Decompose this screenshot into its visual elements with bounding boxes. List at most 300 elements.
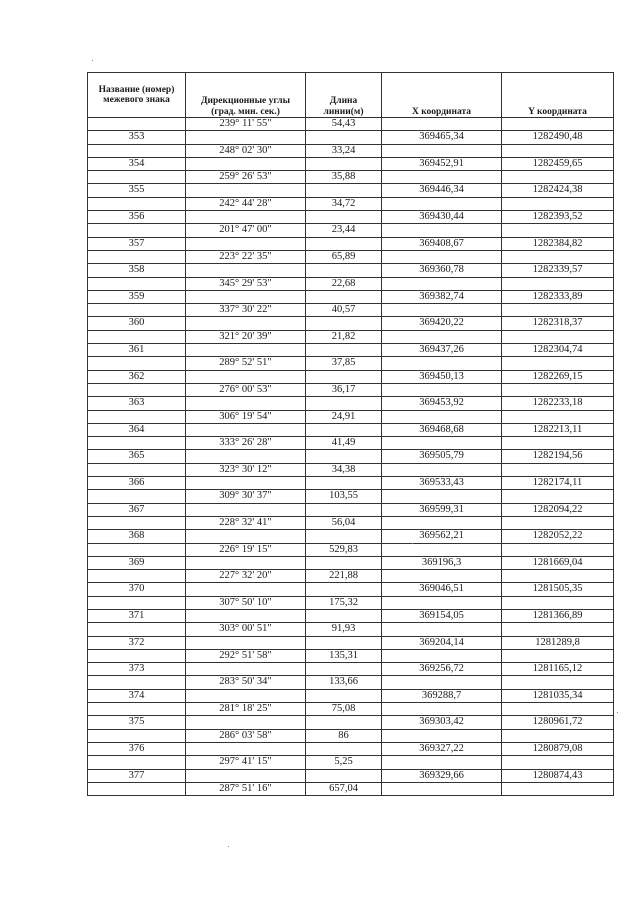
empty-cell [306,716,382,729]
point-row [88,157,614,170]
mark-name: 368 [88,530,186,543]
x-coordinate: 369452,91 [382,157,502,170]
empty-cell [88,197,186,210]
empty-cell [186,157,306,170]
line-length: 133,66 [306,676,382,689]
point-row [88,583,614,596]
empty-cell [186,264,306,277]
empty-cell [502,304,614,317]
mark-name: 376 [88,742,186,755]
mark-name: 363 [88,397,186,410]
empty-cell [306,184,382,197]
segment-row [88,224,614,237]
mark-name: 355 [88,184,186,197]
empty-cell [502,224,614,237]
empty-cell [88,410,186,423]
empty-cell [382,570,502,583]
segment-row [88,623,614,636]
x-coordinate: 369437,26 [382,344,502,357]
empty-cell [502,383,614,396]
empty-cell [186,477,306,490]
line-length: 86 [306,729,382,742]
x-coordinate: 369329,66 [382,769,502,782]
empty-cell [306,583,382,596]
line-length: 34,72 [306,197,382,210]
empty-cell [88,756,186,769]
empty-cell [502,570,614,583]
direction-angle: 309° 30' 37" [186,490,306,503]
y-coordinate: 1282174,11 [502,477,614,490]
y-coordinate: 1282393,52 [502,211,614,224]
direction-angle: 306° 19' 54" [186,410,306,423]
point-row [88,769,614,782]
empty-cell [88,596,186,609]
empty-cell [88,224,186,237]
empty-cell [382,437,502,450]
empty-cell [382,383,502,396]
segment-row [88,490,614,503]
empty-cell [306,742,382,755]
line-length: 529,83 [306,543,382,556]
point-row [88,609,614,622]
empty-cell [186,397,306,410]
direction-angle: 323° 30' 12" [186,463,306,476]
header-direction-angle: Дирекционные углы (град. мин. сек.) [186,73,306,118]
empty-cell [502,437,614,450]
direction-angle: 239° 11' 55" [186,118,306,131]
header-mark-name: Название (номер) межевого знака [88,73,186,118]
empty-cell [88,729,186,742]
boundary-marks-table [87,72,614,796]
empty-cell [382,277,502,290]
empty-cell [382,490,502,503]
y-coordinate: 1282094,22 [502,503,614,516]
mark-name: 359 [88,290,186,303]
empty-cell [306,397,382,410]
empty-cell [88,277,186,290]
empty-cell [88,490,186,503]
empty-cell [88,171,186,184]
empty-cell [88,330,186,343]
empty-cell [382,543,502,556]
empty-cell [186,503,306,516]
empty-cell [502,543,614,556]
point-row [88,264,614,277]
point-row [88,423,614,436]
y-coordinate: 1282424,38 [502,184,614,197]
empty-cell [382,357,502,370]
empty-cell [382,304,502,317]
empty-cell [186,211,306,224]
point-row [88,556,614,569]
empty-cell [88,383,186,396]
x-coordinate: 369599,31 [382,503,502,516]
point-row [88,477,614,490]
y-coordinate: 1280874,43 [502,769,614,782]
x-coordinate: 369453,92 [382,397,502,410]
x-coordinate: 369465,34 [382,131,502,144]
empty-cell [186,556,306,569]
empty-cell [186,344,306,357]
line-length: 33,24 [306,144,382,157]
line-length: 91,93 [306,623,382,636]
empty-cell [88,703,186,716]
empty-cell [306,237,382,250]
empty-cell [88,437,186,450]
line-length: 41,49 [306,437,382,450]
empty-cell [88,676,186,689]
empty-cell [502,649,614,662]
empty-cell [306,530,382,543]
line-length: 54,43 [306,118,382,131]
line-length: 657,04 [306,782,382,795]
mark-name: 364 [88,423,186,436]
segment-row [88,703,614,716]
empty-cell [88,144,186,157]
empty-cell [502,357,614,370]
line-length: 135,31 [306,649,382,662]
x-coordinate: 369288,7 [382,689,502,702]
empty-cell [502,330,614,343]
line-length: 75,08 [306,703,382,716]
empty-cell [382,250,502,263]
line-length: 35,88 [306,171,382,184]
empty-cell [88,304,186,317]
mark-name: 354 [88,157,186,170]
empty-cell [382,330,502,343]
direction-angle: 281° 18' 25" [186,703,306,716]
empty-cell [502,490,614,503]
empty-cell [502,782,614,795]
line-length: 103,55 [306,490,382,503]
direction-angle: 303° 00' 51" [186,623,306,636]
empty-cell [306,290,382,303]
empty-cell [306,556,382,569]
line-length: 23,44 [306,224,382,237]
direction-angle: 228° 32' 41" [186,516,306,529]
segment-row [88,330,614,343]
x-coordinate: 369046,51 [382,583,502,596]
y-coordinate: 1282333,89 [502,290,614,303]
point-row [88,131,614,144]
segment-row [88,383,614,396]
empty-cell [502,171,614,184]
empty-cell [502,703,614,716]
y-coordinate: 1282213,11 [502,423,614,436]
direction-angle: 286° 03' 58" [186,729,306,742]
point-row [88,344,614,357]
empty-cell [382,463,502,476]
x-coordinate: 369382,74 [382,290,502,303]
segment-row [88,437,614,450]
empty-cell [382,782,502,795]
empty-cell [502,676,614,689]
empty-cell [306,370,382,383]
empty-cell [88,463,186,476]
empty-cell [186,184,306,197]
empty-cell [186,530,306,543]
mark-name: 370 [88,583,186,596]
direction-angle: 226° 19' 15" [186,543,306,556]
x-coordinate: 369430,44 [382,211,502,224]
x-coordinate: 369327,22 [382,742,502,755]
segment-row [88,277,614,290]
empty-cell [382,703,502,716]
empty-cell [306,689,382,702]
point-row [88,663,614,676]
empty-cell [306,211,382,224]
x-coordinate: 369562,21 [382,530,502,543]
line-length: 221,88 [306,570,382,583]
direction-angle: 283° 50' 34" [186,676,306,689]
y-coordinate: 1282339,57 [502,264,614,277]
segment-row [88,570,614,583]
empty-cell [382,224,502,237]
line-length: 175,32 [306,596,382,609]
empty-cell [306,131,382,144]
mark-name: 374 [88,689,186,702]
mark-name: 362 [88,370,186,383]
empty-cell [88,250,186,263]
mark-name: 353 [88,131,186,144]
mark-name: 366 [88,477,186,490]
empty-cell [186,290,306,303]
mark-name: 361 [88,344,186,357]
y-coordinate: 1280879,08 [502,742,614,755]
point-row [88,184,614,197]
empty-cell [186,689,306,702]
line-length: 40,57 [306,304,382,317]
segment-row [88,676,614,689]
y-coordinate: 1281366,89 [502,609,614,622]
empty-cell [382,623,502,636]
empty-cell [186,609,306,622]
mark-name: 358 [88,264,186,277]
segment-row [88,410,614,423]
line-length: 65,89 [306,250,382,263]
y-coordinate: 1281165,12 [502,663,614,676]
empty-cell [502,729,614,742]
empty-cell [502,463,614,476]
empty-cell [502,516,614,529]
mark-name: 360 [88,317,186,330]
line-length: 22,68 [306,277,382,290]
y-coordinate: 1282194,56 [502,450,614,463]
point-row [88,636,614,649]
y-coordinate: 1282384,82 [502,237,614,250]
empty-cell [502,596,614,609]
point-row [88,716,614,729]
segment-row [88,516,614,529]
empty-cell [306,769,382,782]
empty-cell [88,623,186,636]
direction-angle: 307° 50' 10" [186,596,306,609]
empty-cell [382,596,502,609]
x-coordinate: 369450,13 [382,370,502,383]
direction-angle: 287° 51' 16" [186,782,306,795]
empty-cell [306,423,382,436]
header-row [88,73,614,118]
empty-cell [186,370,306,383]
direction-angle: 201° 47' 00" [186,224,306,237]
empty-cell [502,756,614,769]
x-coordinate: 369303,42 [382,716,502,729]
x-coordinate: 369420,22 [382,317,502,330]
point-row [88,211,614,224]
y-coordinate: 1282052,22 [502,530,614,543]
empty-cell [382,410,502,423]
empty-cell [382,729,502,742]
empty-cell [382,516,502,529]
empty-cell [502,410,614,423]
mark-name: 365 [88,450,186,463]
empty-cell [502,144,614,157]
segment-row [88,782,614,795]
line-length: 36,17 [306,383,382,396]
point-row [88,689,614,702]
x-coordinate: 369446,34 [382,184,502,197]
segment-row [88,304,614,317]
empty-cell [382,144,502,157]
empty-cell [186,237,306,250]
point-row [88,503,614,516]
direction-angle: 297° 41' 15" [186,756,306,769]
line-length: 37,85 [306,357,382,370]
direction-angle: 337° 30' 22" [186,304,306,317]
point-row [88,450,614,463]
header-y-coordinate: Y координата [502,73,614,118]
empty-cell [88,782,186,795]
empty-cell [382,649,502,662]
empty-cell [88,516,186,529]
segment-row [88,144,614,157]
point-row [88,370,614,383]
direction-angle: 248° 02' 30" [186,144,306,157]
x-coordinate: 369533,43 [382,477,502,490]
segment-row [88,250,614,263]
y-coordinate: 1282318,37 [502,317,614,330]
segment-row [88,596,614,609]
mark-name: 369 [88,556,186,569]
y-coordinate: 1281035,34 [502,689,614,702]
empty-cell [88,570,186,583]
scan-speck [412,543,413,544]
x-coordinate: 369204,14 [382,636,502,649]
segment-row [88,756,614,769]
y-coordinate: 1282490,48 [502,131,614,144]
line-length: 24,91 [306,410,382,423]
empty-cell [382,197,502,210]
segment-row [88,649,614,662]
mark-name: 375 [88,716,186,729]
empty-cell [306,157,382,170]
y-coordinate: 1281669,04 [502,556,614,569]
y-coordinate: 1282459,65 [502,157,614,170]
mark-name: 377 [88,769,186,782]
empty-cell [382,118,502,131]
empty-cell [502,197,614,210]
empty-cell [502,250,614,263]
empty-cell [186,317,306,330]
empty-cell [306,450,382,463]
direction-angle: 333° 26' 28" [186,437,306,450]
direction-angle: 289° 52' 51" [186,357,306,370]
segment-row [88,357,614,370]
scan-speck [92,60,93,61]
empty-cell [382,171,502,184]
empty-cell [306,636,382,649]
empty-cell [186,131,306,144]
empty-cell [502,118,614,131]
direction-angle: 242° 44' 28" [186,197,306,210]
empty-cell [186,663,306,676]
empty-cell [502,623,614,636]
point-row [88,237,614,250]
mark-name: 357 [88,237,186,250]
empty-cell [382,756,502,769]
x-coordinate: 369408,67 [382,237,502,250]
empty-cell [88,357,186,370]
x-coordinate: 369196,3 [382,556,502,569]
y-coordinate: 1282304,74 [502,344,614,357]
y-coordinate: 1280961,72 [502,716,614,729]
x-coordinate: 369468,68 [382,423,502,436]
x-coordinate: 369154,05 [382,609,502,622]
empty-cell [306,503,382,516]
mark-name: 372 [88,636,186,649]
table-body [88,118,614,796]
x-coordinate: 369256,72 [382,663,502,676]
empty-cell [306,317,382,330]
empty-cell [306,344,382,357]
line-length: 34,38 [306,463,382,476]
mark-name: 356 [88,211,186,224]
point-row [88,742,614,755]
empty-cell [88,543,186,556]
point-row [88,290,614,303]
scan-speck [228,846,229,847]
empty-cell [306,477,382,490]
point-row [88,317,614,330]
segment-row [88,729,614,742]
direction-angle: 223° 22' 35" [186,250,306,263]
direction-angle: 276° 00' 53" [186,383,306,396]
point-row [88,397,614,410]
empty-cell [186,742,306,755]
empty-cell [502,277,614,290]
mark-name: 367 [88,503,186,516]
direction-angle: 227° 32' 20" [186,570,306,583]
x-coordinate: 369360,78 [382,264,502,277]
empty-cell [382,676,502,689]
empty-cell [186,636,306,649]
mark-name: 371 [88,609,186,622]
y-coordinate: 1281505,35 [502,583,614,596]
empty-cell [186,716,306,729]
direction-angle: 321° 20' 39" [186,330,306,343]
y-coordinate: 1282233,18 [502,397,614,410]
scan-speck [617,712,618,713]
segment-row [88,171,614,184]
empty-cell [88,649,186,662]
empty-cell [306,264,382,277]
empty-cell [186,423,306,436]
point-row [88,530,614,543]
line-length: 21,82 [306,330,382,343]
x-coordinate: 369505,79 [382,450,502,463]
segment-row [88,197,614,210]
direction-angle: 345° 29' 53" [186,277,306,290]
